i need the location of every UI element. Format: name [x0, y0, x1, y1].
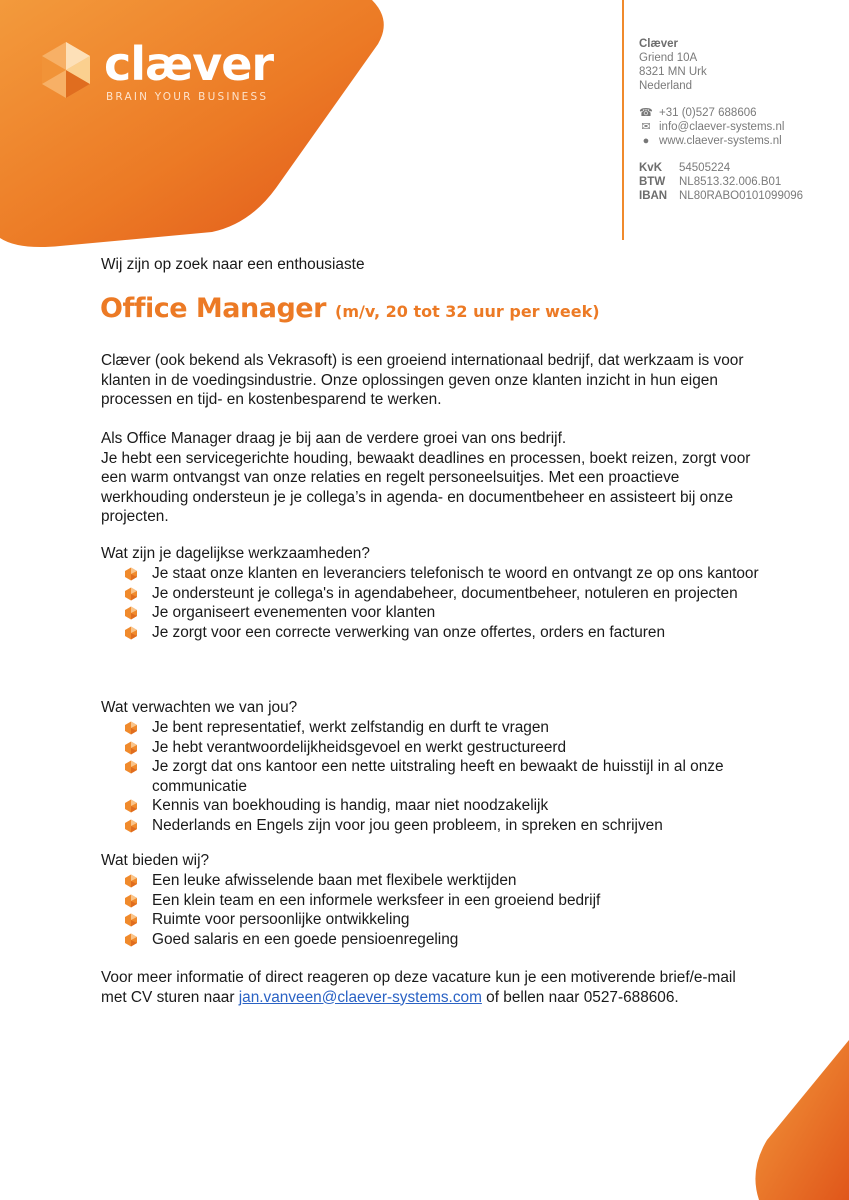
tasks-heading: Wat zijn je dagelijkse werkzaamheden? [101, 545, 370, 562]
offer-heading: Wat bieden wij? [101, 852, 210, 869]
contact-phone[interactable]: ☎ +31 (0)527 688606 [639, 107, 757, 119]
contact-email-link[interactable]: jan.vanveen@claever-systems.com [238, 988, 482, 1006]
hexagon-bullet-icon [124, 894, 138, 908]
expect-heading: Wat verwachten we van jou? [101, 699, 298, 716]
job-title: Office Manager [100, 293, 326, 324]
job-subtitle: (m/v, 20 tot 32 uur per week) [335, 302, 600, 321]
list-item: Je organiseert evenementen voor klanten [124, 603, 764, 623]
list-item: Een leuke afwisselende baan met flexibele werktijden [124, 871, 764, 891]
iban-row: IBAN NL80RABO0101099096 [639, 190, 804, 202]
envelope-icon: ✉ [641, 121, 651, 133]
logo-tagline: BRAIN YOUR BUSINESS [106, 91, 269, 103]
list-item: Een klein team en een informele werksfeer in een groeiend bedrijf [124, 891, 764, 911]
phone-icon: ☎ [639, 107, 653, 119]
address-city: 8321 MN Urk [639, 66, 707, 78]
company-paragraph: Clæver (ook bekend als Vekrasoft) is een groeiend internationaal bedrijf, dat werkzaam is voor klanten in de voedingsindustrie. Onze oplossingen geven onze klanten inzicht in hun eigen processen en tijd- en kostenbesparend te werken. [101, 352, 744, 408]
hexagon-bullet-icon [124, 913, 138, 927]
logo-wordmark: clæver [104, 37, 274, 91]
hexagon-bullet-icon [124, 587, 138, 601]
address-country: Nederland [639, 80, 693, 92]
hexagon-bullet-icon [124, 799, 138, 813]
globe-icon: ● [642, 135, 650, 147]
list-item: Kennis van boekhouding is handig, maar niet noodzakelijk [124, 796, 764, 816]
intro-line: Wij zijn op zoek naar een enthousiaste [101, 256, 365, 273]
job-title-line [100, 293, 600, 324]
tasks-list [124, 564, 764, 642]
hexagon-bullet-icon [124, 741, 138, 755]
list-item: Je zorgt voor een correcte verwerking van onze offertes, orders en facturen [124, 623, 764, 643]
list-item: Je zorgt dat ons kantoor een nette uitstraling heeft en bewaakt de huisstijl in al onze communicatie [124, 757, 764, 796]
hexagon-bullet-icon [124, 626, 138, 640]
list-item: Je bent representatief, werkt zelfstandig en durft te vragen [124, 718, 764, 738]
hexagon-bullet-icon [124, 606, 138, 620]
footer-orange-shape [749, 1040, 849, 1200]
closing-paragraph: Voor meer informatie of direct reageren op deze vacature kun je een motiverende brief/e-mail met CV sturen naar jan.vanveen@claever-systems.com of bellen naar 0527-688606. [101, 969, 736, 1006]
hexagon-bullet-icon [124, 567, 138, 581]
kvk-row: KvK 54505224 [639, 162, 731, 174]
hexagon-bullet-icon [124, 819, 138, 833]
list-item: Je hebt verantwoordelijkheidsgevoel en werkt gestructureerd [124, 738, 764, 758]
company-name: Clæver [639, 38, 678, 50]
header-divider [622, 0, 624, 240]
btw-row: BTW NL8513.32.006.B01 [639, 176, 782, 188]
list-item: Ruimte voor persoonlijke ontwikkeling [124, 910, 764, 930]
address-street: Griend 10A [639, 52, 698, 64]
list-item: Nederlands en Engels zijn voor jou geen probleem, in spreken en schrijven [124, 816, 764, 836]
hexagon-logo-icon [38, 40, 94, 104]
hexagon-bullet-icon [124, 933, 138, 947]
contact-email[interactable]: ✉ info@claever-systems.nl [639, 121, 784, 135]
contact-website[interactable]: ● www.claever-systems.nl [639, 135, 782, 149]
role-paragraph: Als Office Manager draag je bij aan de verdere groei van ons bedrijf. Je hebt een servicegerichte houding, bewaakt deadlines en processen, boekt reizen, zorgt voor een warm ontvangst van onze relaties en regelt personeelsuitjes. Met een proactieve werkhouding ondersteun je je collega’s in agenda- en documentbeheer en assisteert bij onze projecten. [101, 430, 751, 525]
offer-list [124, 871, 764, 949]
list-item: Je staat onze klanten en leveranciers telefonisch te woord en ontvangt ze op ons kantoor [124, 564, 764, 584]
hexagon-bullet-icon [124, 874, 138, 888]
hexagon-bullet-icon [124, 721, 138, 735]
list-item: Goed salaris en een goede pensioenregeling [124, 930, 764, 950]
list-item: Je ondersteunt je collega's in agendabeheer, documentbeheer, notuleren en projecten [124, 584, 764, 604]
hexagon-bullet-icon [124, 760, 138, 774]
expect-list [124, 718, 764, 835]
